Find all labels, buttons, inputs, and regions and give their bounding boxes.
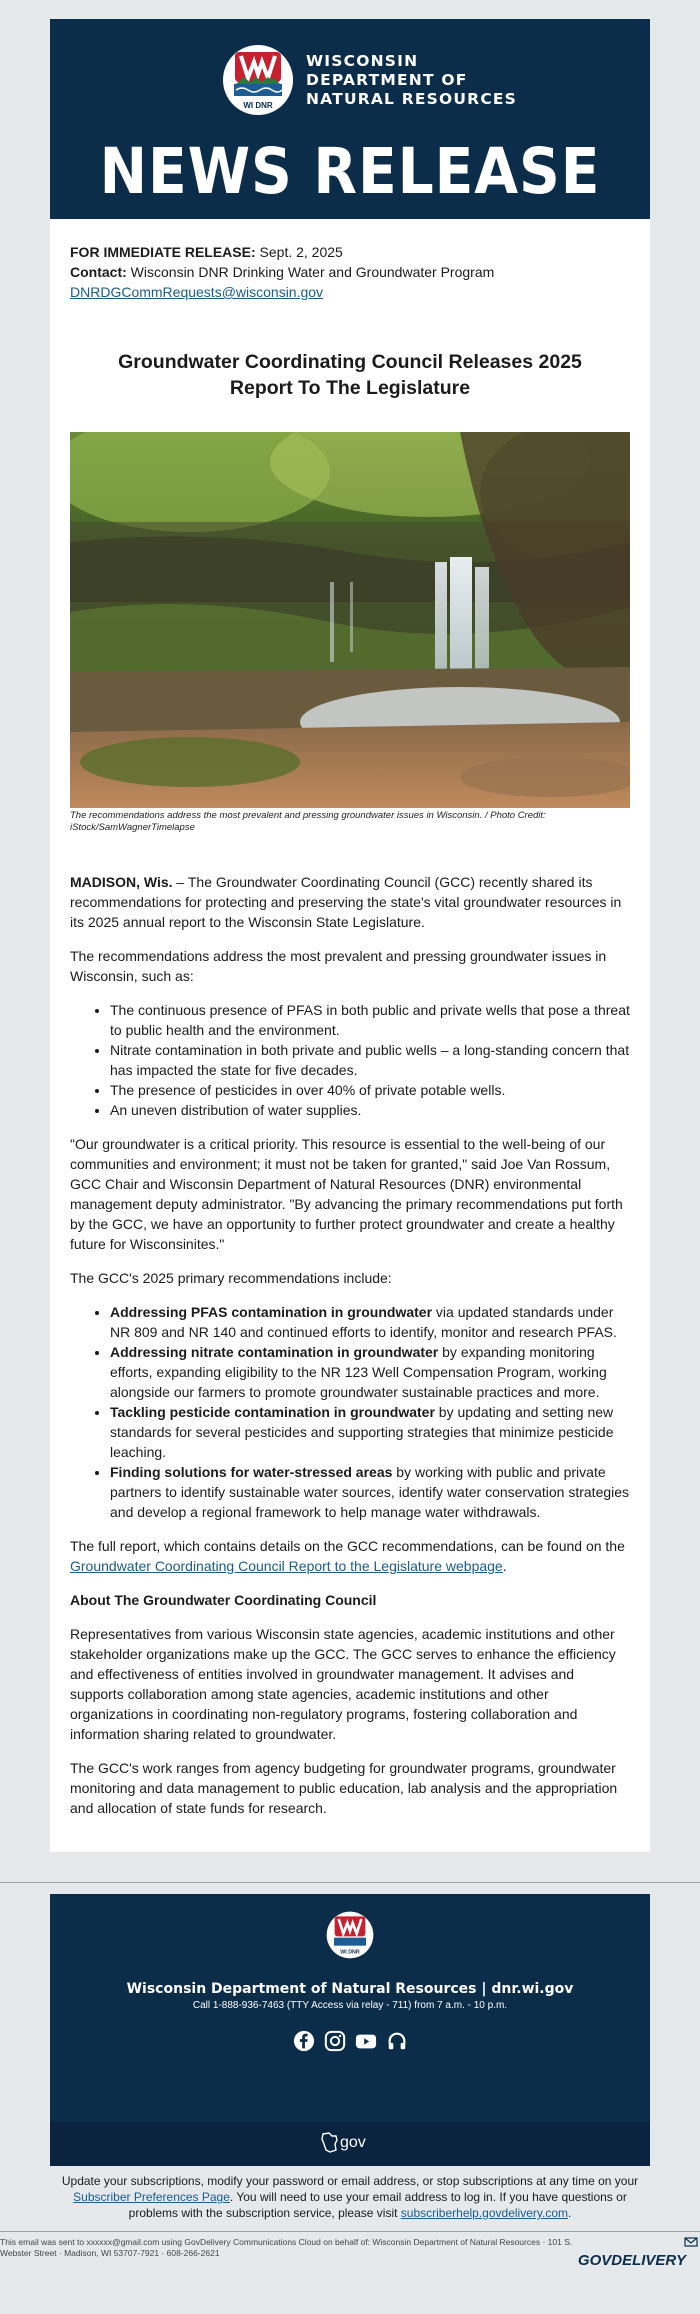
paragraph: The GCC's work ranges from agency budgeting for groundwater programs, groundwater monitoring and data management to public education, lab analysis and the appropriation and allocation of state funds for research.: [70, 1760, 618, 1816]
dateline: MADISON, Wis.: [70, 874, 173, 890]
list-item: [110, 1462, 630, 1522]
wordmark-line: NATURAL RESOURCES: [306, 89, 518, 108]
dnr-wordmark: [306, 52, 517, 109]
podcast-icon[interactable]: [386, 2030, 408, 2052]
article-body: [50, 834, 650, 1852]
youtube-icon[interactable]: [355, 2030, 377, 2052]
list-item: [110, 1402, 630, 1462]
rec-text: via updated standards under NR 809 and NR 140 and continued efforts to identify, monitor and research PFAS.: [110, 1304, 617, 1340]
list-item: • The continuous presence of PFAS in both public and private wells that pose a threat to public health and the environment.: [110, 1000, 630, 1040]
release-meta: [50, 219, 650, 302]
waterfall-photo[interactable]: [70, 432, 630, 808]
wordmark-line: DEPARTMENT OF: [306, 70, 468, 89]
subscription-notice: [50, 2166, 650, 2221]
list-item: • An uneven distribution of water supplies.: [110, 1100, 630, 1120]
gov-bar: [50, 2122, 650, 2166]
issues-list: [70, 1000, 630, 1120]
paragraph: The recommendations address the most prevalent and pressing groundwater issues in Wisconsin, such as:: [70, 948, 607, 984]
subscriber-preferences-link[interactable]: Subscriber Preferences Page: [73, 2190, 230, 2204]
rec-title: Finding solutions for water-stressed areas: [110, 1464, 393, 1480]
release-label: FOR IMMEDIATE RELEASE:: [70, 244, 256, 260]
paragraph: The GCC's 2025 primary recommendations include:: [70, 1270, 392, 1286]
release-date: Sept. 2, 2025: [259, 244, 343, 260]
rec-title: Tackling pesticide contamination in groundwater: [110, 1404, 435, 1420]
subs-text: Update your subscriptions, modify your password or email address, or stop subscriptions at any time on your: [61, 2174, 639, 2188]
list-item: • Nitrate contamination in both private and public wells – a long-standing concern that has impacted the state for five decades.: [110, 1040, 630, 1080]
paragraph: [70, 872, 630, 932]
news-header: [50, 19, 650, 219]
paragraph: [70, 1536, 630, 1576]
dnr-logo: [222, 44, 517, 116]
rec-title: Addressing PFAS contamination in groundwater: [110, 1304, 433, 1320]
news-release-banner: NEWS RELEASE: [99, 135, 601, 208]
divider: [0, 1882, 700, 1883]
wordmark-line: WISCONSIN: [306, 51, 419, 70]
dnr-footer: [50, 1894, 650, 2122]
contact-value: Wisconsin DNR Drinking Water and Groundwater Program: [130, 264, 495, 280]
rec-text: by updating and setting new standards for several pesticides and supporting strategies that minimize pesticide leaching.: [110, 1404, 614, 1460]
rec-text: by expanding monitoring efforts, expanding eligibility to the NR 123 Well Compensation Program, working alongside our farmers to promote groundwater sustainable practices and more.: [110, 1344, 607, 1400]
list-item: [110, 1342, 630, 1402]
list-item: • The presence of pesticides in over 40% of private potable wells.: [110, 1080, 630, 1100]
gov-text: gov: [340, 2134, 366, 2151]
headline: Groundwater Coordinating Council Releases 2025 Report To The Legislature: [118, 351, 582, 399]
news-card: [50, 19, 650, 1852]
svg-text:WI DNR: WI DNR: [340, 1949, 360, 1956]
paragraph-text: .: [502, 1558, 507, 1574]
dnr-badge-icon: [326, 1911, 374, 1959]
fineprint: This email was sent to xxxxxx@gmail.com using GovDelivery Communications Cloud on behalf of: Wisconsin Department of Natural Resources · 101 S. Webster Street · Madison, WI 53707-7921 · 608-266-2621: [0, 2237, 573, 2258]
paragraph: Representatives from various Wisconsin state agencies, academic institutions and other stakeholder organizations make up the GCC. The GCC serves to enhance the efficiency and effectiveness of entities involved in groundwater management. It advises and supports collaboration among state agencies, academic institutions and other organizations in coordinating non-regulatory programs, fostering collaboration and information sharing related to groundwater.: [70, 1626, 616, 1742]
fineprint-area: [0, 2232, 700, 2272]
list-item: [110, 1302, 630, 1342]
rec-title: Addressing nitrate contamination in groundwater: [110, 1344, 439, 1360]
gov-logo[interactable]: [320, 2132, 366, 2154]
subscriber-help-link[interactable]: subscriberhelp.govdelivery.com: [400, 2206, 568, 2220]
contact-label: Contact:: [70, 264, 127, 280]
svg-text:WI DNR: WI DNR: [243, 101, 273, 110]
subs-text: .: [567, 2206, 572, 2220]
recommendations-list: [70, 1302, 630, 1522]
dnr-badge-icon: [222, 44, 294, 116]
paragraph-text: The full report, which contains details on the GCC recommendations, can be found on the: [70, 1538, 625, 1554]
footer-org-name: Wisconsin Department of Natural Resources | dnr.wi.gov: [126, 1981, 574, 1997]
photo-caption: The recommendations address the most prevalent and pressing groundwater issues in Wisconsin. / Photo Credit: iStock/SamWagnerTimelapse: [70, 810, 546, 833]
social-links: [50, 2030, 650, 2052]
wisconsin-state-icon: [320, 2132, 340, 2154]
quote-paragraph: "Our groundwater is a critical priority. This resource is essential to the well-being of our communities and environment; it must not be taken for granted," said Joe Van Rossum, GCC Chair and Wisconsin Department of Natural Resources (DNR) environmental management deputy administrator. "By advancing the primary recommendations put forth by the GCC, we have an opportunity to further protect groundwater and create a healthy future for Wisconsinites.": [70, 1136, 623, 1252]
subs-text: . You will need to use your email address to log in. If you have questions or problems with the subscription service, please visit: [128, 2190, 627, 2220]
facebook-icon[interactable]: [293, 2030, 315, 2052]
rec-text: by working with public and private partners to identify sustainable water sources, identify water conservation strategies and develop a regional framework to help manage water withdrawals.: [110, 1464, 630, 1520]
mail-icon: [684, 2236, 698, 2248]
footer-phone: Call 1-888-936-7463 (TTY Access via relay - 711) from 7 a.m. - 10 p.m.: [192, 2000, 508, 2011]
about-heading: About The Groundwater Coordinating Council: [70, 1592, 377, 1608]
contact-email-link[interactable]: DNRDGCommRequests@wisconsin.gov: [70, 284, 324, 300]
instagram-icon[interactable]: [324, 2030, 346, 2052]
gcc-report-link[interactable]: Groundwater Coordinating Council Report to the Legislature webpage: [70, 1558, 503, 1574]
govdelivery-logo[interactable]: GOVDELIVERY: [577, 2252, 686, 2269]
paragraph-text: – The Groundwater Coordinating Council (GCC) recently shared its recommendations for protecting and preserving the state's vital groundwater resources in its 2025 annual report to the Wisconsin State Legislature.: [70, 874, 622, 930]
